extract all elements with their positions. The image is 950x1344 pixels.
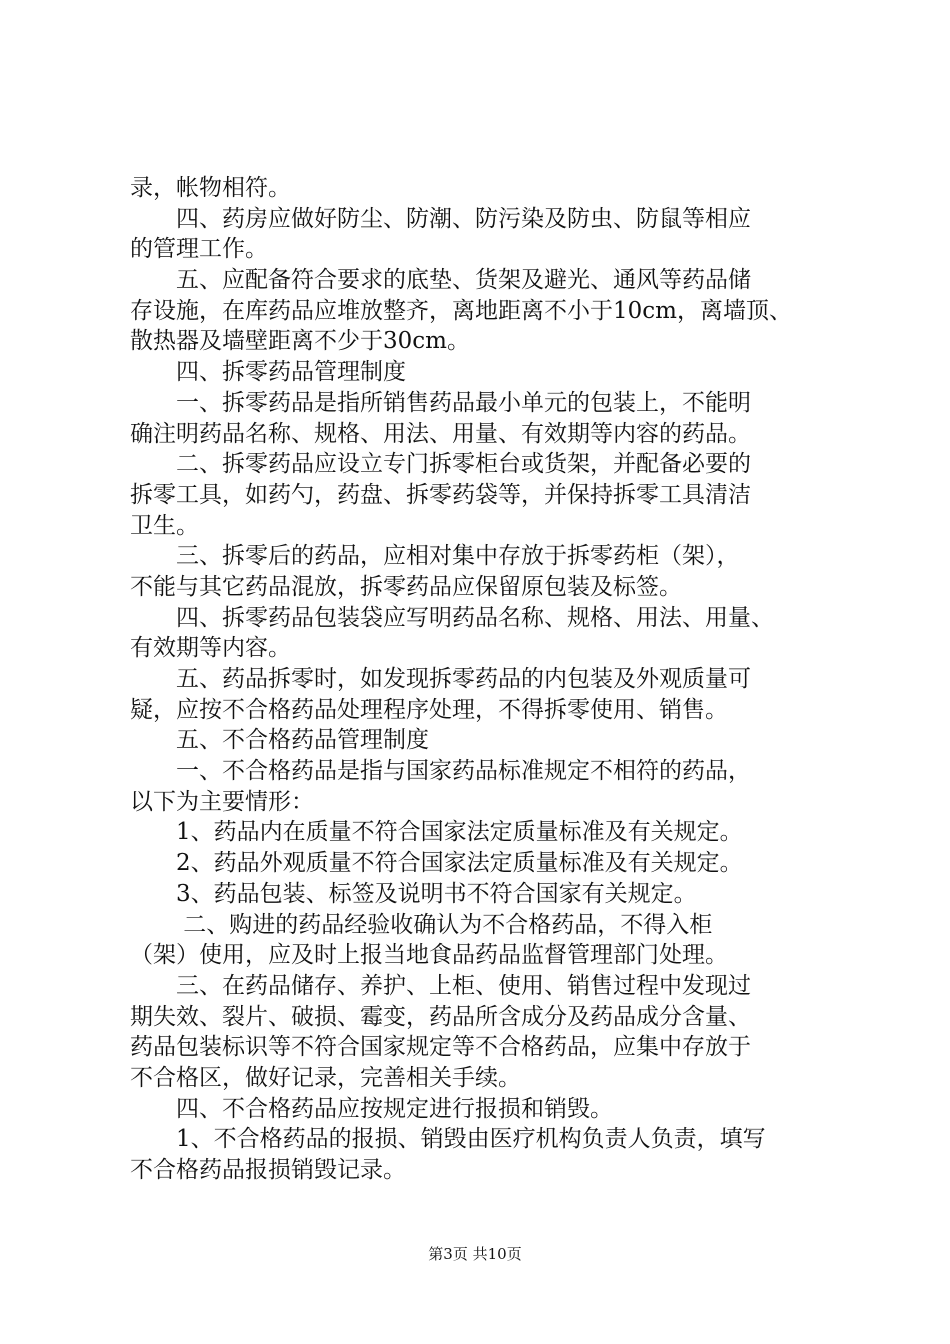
- text-line: 不能与其它药品混放，拆零药品应保留原包装及标签。: [130, 573, 682, 600]
- text-line: 录，帐物相符。: [130, 175, 291, 201]
- text-line: 一、拆零药品是指所销售药品最小单元的包装上，不能明: [130, 389, 751, 416]
- text-line: 确注明药品名称、规格、用法、用量、有效期等内容的药品。: [130, 420, 751, 447]
- text-line: （架）使用，应及时上报当地食品药品监督管理部门处理。: [130, 942, 728, 969]
- text-line: 1、不合格药品的报损、销毁由医疗机构负责人负责，填写: [130, 1126, 766, 1153]
- text-line: 不合格区，做好记录，完善相关手续。: [130, 1064, 521, 1091]
- text-line: 1、药品内在质量不符合国家法定质量标准及有关规定。: [130, 819, 743, 846]
- text-line: 疑，应按不合格药品处理程序处理，不得拆零使用、销售。: [130, 696, 728, 723]
- text-line: 一、不合格药品是指与国家药品标准规定不相符的药品，: [130, 758, 751, 785]
- text-line: 三、在药品储存、养护、上柜、使用、销售过程中发现过: [130, 972, 751, 999]
- text-line: 药品包装标识等不符合国家规定等不合格药品，应集中存放于: [130, 1034, 751, 1061]
- text-line: 五、不合格药品管理制度: [130, 727, 429, 754]
- text-line: 拆零工具，如药勺，药盘、拆零药袋等，并保持拆零工具清洁: [130, 481, 751, 508]
- text-line: 期失效、裂片、破损、霉变，药品所含成分及药品成分含量、: [130, 1003, 751, 1030]
- text-line: 五、药品拆零时，如发现拆零药品的内包装及外观质量可: [130, 666, 751, 692]
- text-line: 3、药品包装、标签及说明书不符合国家有关规定。: [130, 880, 697, 907]
- text-line: 四、不合格药品应按规定进行报损和销毁。: [130, 1095, 613, 1122]
- text-line: 四、拆零药品管理制度: [130, 359, 406, 386]
- text-line: 有效期等内容。: [130, 635, 291, 662]
- text-line: 四、药房应做好防尘、防潮、防污染及防虫、防鼠等相应: [130, 205, 751, 232]
- text-line: 四、拆零药品包装袋应写明药品名称、规格、用法、用量、: [130, 604, 774, 631]
- text-line: 卫生。: [130, 512, 199, 539]
- text-line: 二、拆零药品应设立专门拆零柜台或货架，并配备必要的: [130, 451, 751, 478]
- text-line: 二、购进的药品经验收确认为不合格药品，不得入柜: [130, 911, 713, 938]
- text-line: 五、应配备符合要求的底垫、货架及避光、通风等药品储: [130, 267, 751, 294]
- text-line: 三、拆零后的药品，应相对集中存放于拆零药柜（架），: [130, 543, 740, 570]
- text-line: 散热器及墙壁距离不少于30cm。: [130, 328, 470, 355]
- text-line: 的管理工作。: [130, 236, 268, 263]
- text-line: 以下为主要情形：: [130, 788, 314, 815]
- text-line: 不合格药品报损销毁记录。: [130, 1157, 406, 1183]
- text-line: 存设施，在库药品应堆放整齐，离地距离不小于10cm，离墙顶、: [130, 297, 792, 324]
- text-line: 2、药品外观质量不符合国家法定质量标准及有关规定。: [130, 850, 743, 877]
- document-body: [130, 173, 830, 1186]
- page-footer: 第3页 共10页: [428, 1245, 522, 1263]
